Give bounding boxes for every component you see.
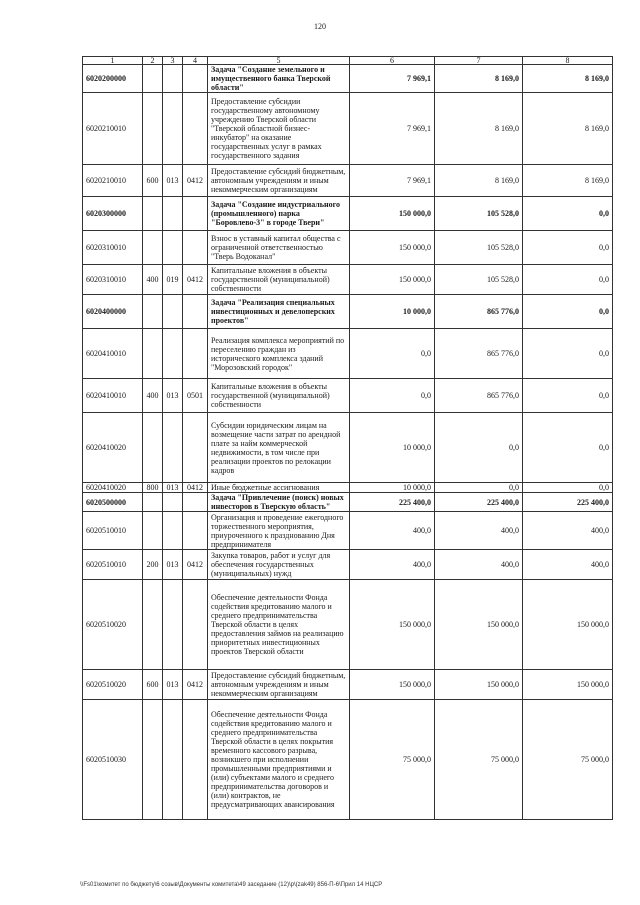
row-department: 013 (163, 165, 183, 197)
row-expense-type (143, 329, 163, 379)
row-expense-type (143, 413, 163, 483)
page-number: 120 (314, 22, 326, 31)
table-row (83, 483, 613, 493)
row-description: Обеспечение деятельности Фонда содействия кредитованию малого и среднего предпринимательства Тверской области в целях предоставления займов на реализацию приоритетных инвестиционных проектов Тверской области (208, 580, 350, 670)
row-expense-type: 800 (143, 483, 163, 493)
column-header: 5 (208, 57, 350, 65)
table-row (83, 512, 613, 550)
table-row (83, 670, 613, 700)
table-row (83, 265, 613, 295)
row-value-col7: 865 776,0 (435, 329, 523, 379)
row-code: 6020210010 (83, 93, 143, 165)
row-value-col8: 0,0 (523, 231, 613, 265)
row-value-col7: 225 400,0 (435, 493, 523, 512)
row-code: 6020310010 (83, 231, 143, 265)
row-value-col8: 0,0 (523, 265, 613, 295)
row-description: Предоставление субсидий бюджетным, автономным учреждениям и иным некоммерческим организациям (208, 670, 350, 700)
row-value-col7: 400,0 (435, 512, 523, 550)
row-expense-type (143, 512, 163, 550)
row-department (163, 580, 183, 670)
row-value-col6: 225 400,0 (350, 493, 435, 512)
row-description: Закупка товаров, работ и услуг для обеспечения государственных (муниципальных) нужд (208, 550, 350, 580)
row-value-col6: 10 000,0 (350, 413, 435, 483)
row-department (163, 197, 183, 231)
row-code: 6020410010 (83, 329, 143, 379)
row-value-col6: 150 000,0 (350, 265, 435, 295)
row-expense-type (143, 65, 163, 93)
row-section (183, 65, 208, 93)
row-description: Обеспечение деятельности Фонда содействия кредитованию малого и среднего предпринимательства Тверской области в целях покрытия временного кассового разрыва, возникшего при исполнении промышленными предприятиями и (или) субъектами малого и среднего предпринимательства договоров и (или) контрактов, не предусматривающих авансирования (208, 700, 350, 820)
row-section: 0412 (183, 670, 208, 700)
row-expense-type (143, 493, 163, 512)
row-expense-type: 600 (143, 165, 163, 197)
row-section: 0412 (183, 165, 208, 197)
row-section (183, 295, 208, 329)
row-value-col6: 150 000,0 (350, 670, 435, 700)
row-section (183, 413, 208, 483)
row-value-col7: 75 000,0 (435, 700, 523, 820)
row-code: 6020410020 (83, 413, 143, 483)
row-department (163, 413, 183, 483)
row-value-col6: 400,0 (350, 550, 435, 580)
row-code: 6020510030 (83, 700, 143, 820)
row-code: 6020310010 (83, 265, 143, 295)
table-row (83, 550, 613, 580)
row-section (183, 493, 208, 512)
row-department (163, 700, 183, 820)
row-description: Предоставление субсидии государственному автономному учреждению Тверской области "Тверской областной бизнес-инкубатор" на оказание государственных услуг в рамках государственного задания (208, 93, 350, 165)
row-code: 6020510010 (83, 550, 143, 580)
row-value-col8: 400,0 (523, 550, 613, 580)
row-value-col7: 8 169,0 (435, 93, 523, 165)
column-header: 8 (523, 57, 613, 65)
row-section: 0412 (183, 265, 208, 295)
table-row (83, 197, 613, 231)
row-expense-type (143, 295, 163, 329)
row-code: 6020510020 (83, 580, 143, 670)
row-value-col6: 7 969,1 (350, 93, 435, 165)
footer-file-path: \\Fs01\комитет по бюджету\6 созыв\Документы комитета\49 заседание (12)\p\(zаk49) 856-П-6\Прил 14 НЦСР (80, 882, 383, 888)
row-department (163, 65, 183, 93)
row-value-col8: 400,0 (523, 512, 613, 550)
row-code: 6020410010 (83, 379, 143, 413)
row-description: Задача "Реализация специальных инвестиционных и девелоперских проектов" (208, 295, 350, 329)
row-expense-type (143, 231, 163, 265)
row-section (183, 329, 208, 379)
row-code: 6020210010 (83, 165, 143, 197)
row-value-col6: 10 000,0 (350, 483, 435, 493)
table-row (83, 413, 613, 483)
row-description: Реализация комплекса мероприятий по переселению граждан из исторического комплекса зданий "Морозовский городок" (208, 329, 350, 379)
row-value-col8: 0,0 (523, 329, 613, 379)
row-value-col6: 7 969,1 (350, 65, 435, 93)
row-description: Капитальные вложения в объекты государственной (муниципальной) собственности (208, 265, 350, 295)
row-description: Задача "Привлечение (поиск) новых инвесторов в Тверскую область" (208, 493, 350, 512)
row-description: Иные бюджетные ассигнования (208, 483, 350, 493)
row-value-col7: 105 528,0 (435, 231, 523, 265)
row-value-col6: 10 000,0 (350, 295, 435, 329)
table-body (83, 57, 613, 820)
row-section: 0412 (183, 483, 208, 493)
row-value-col7: 150 000,0 (435, 670, 523, 700)
row-value-col6: 150 000,0 (350, 197, 435, 231)
row-expense-type: 400 (143, 379, 163, 413)
row-value-col6: 0,0 (350, 379, 435, 413)
row-value-col8: 150 000,0 (523, 670, 613, 700)
row-value-col7: 8 169,0 (435, 65, 523, 93)
row-value-col7: 865 776,0 (435, 295, 523, 329)
row-department: 013 (163, 550, 183, 580)
table-row (83, 93, 613, 165)
row-value-col8: 0,0 (523, 379, 613, 413)
row-value-col8: 0,0 (523, 295, 613, 329)
row-expense-type (143, 93, 163, 165)
row-code: 6020200000 (83, 65, 143, 93)
row-section (183, 700, 208, 820)
row-description: Задача "Создание индустриального (промышленного) парка "Боровлево-3" в городе Твери" (208, 197, 350, 231)
row-expense-type (143, 580, 163, 670)
row-section: 0501 (183, 379, 208, 413)
row-code: 6020500000 (83, 493, 143, 512)
column-header: 3 (163, 57, 183, 65)
column-header: 1 (83, 57, 143, 65)
column-header: 2 (143, 57, 163, 65)
row-code: 6020510020 (83, 670, 143, 700)
row-value-col6: 75 000,0 (350, 700, 435, 820)
row-value-col6: 150 000,0 (350, 580, 435, 670)
row-value-col7: 105 528,0 (435, 197, 523, 231)
column-header: 6 (350, 57, 435, 65)
row-department: 013 (163, 483, 183, 493)
row-value-col8: 0,0 (523, 483, 613, 493)
row-expense-type: 600 (143, 670, 163, 700)
row-expense-type (143, 700, 163, 820)
row-section: 0412 (183, 550, 208, 580)
row-expense-type: 200 (143, 550, 163, 580)
row-value-col7: 865 776,0 (435, 379, 523, 413)
row-department: 013 (163, 670, 183, 700)
column-header: 7 (435, 57, 523, 65)
table-row (83, 700, 613, 820)
row-department (163, 231, 183, 265)
row-code: 6020300000 (83, 197, 143, 231)
row-value-col7: 150 000,0 (435, 580, 523, 670)
row-value-col8: 75 000,0 (523, 700, 613, 820)
table-header-row (83, 57, 613, 65)
row-section (183, 197, 208, 231)
table-row (83, 493, 613, 512)
row-value-col8: 225 400,0 (523, 493, 613, 512)
row-code: 6020410020 (83, 483, 143, 493)
row-expense-type (143, 197, 163, 231)
row-value-col8: 8 169,0 (523, 65, 613, 93)
row-department (163, 295, 183, 329)
row-value-col7: 0,0 (435, 413, 523, 483)
table-row (83, 231, 613, 265)
row-value-col8: 150 000,0 (523, 580, 613, 670)
row-value-col8: 0,0 (523, 197, 613, 231)
table-row (83, 379, 613, 413)
table-row (83, 65, 613, 93)
table-row (83, 165, 613, 197)
row-value-col7: 105 528,0 (435, 265, 523, 295)
row-description: Задача "Создание земельного и имущественного банка Тверской области" (208, 65, 350, 93)
budget-table (82, 56, 613, 820)
row-description: Субсидии юридическим лицам на возмещение части затрат по арендной плате за найм коммерческой недвижимости, в том числе при реализации проектов по релокации кадров (208, 413, 350, 483)
row-description: Организация и проведение ежегодного торжественного мероприятия, приуроченного к празднованию Дня предпринимателя (208, 512, 350, 550)
row-department: 019 (163, 265, 183, 295)
row-value-col8: 8 169,0 (523, 93, 613, 165)
row-code: 6020400000 (83, 295, 143, 329)
row-expense-type: 400 (143, 265, 163, 295)
row-description: Взнос в уставный капитал общества с ограниченной ответственностью "Тверь Водоканал" (208, 231, 350, 265)
column-header: 4 (183, 57, 208, 65)
row-value-col7: 400,0 (435, 550, 523, 580)
row-value-col6: 7 969,1 (350, 165, 435, 197)
row-section (183, 580, 208, 670)
row-value-col6: 150 000,0 (350, 231, 435, 265)
row-value-col7: 8 169,0 (435, 165, 523, 197)
row-description: Капитальные вложения в объекты государственной (муниципальной) собственности (208, 379, 350, 413)
table-row (83, 580, 613, 670)
row-value-col6: 400,0 (350, 512, 435, 550)
table-row (83, 329, 613, 379)
row-code: 6020510010 (83, 512, 143, 550)
row-value-col8: 0,0 (523, 413, 613, 483)
row-value-col7: 0,0 (435, 483, 523, 493)
row-section (183, 93, 208, 165)
row-department (163, 512, 183, 550)
row-value-col8: 8 169,0 (523, 165, 613, 197)
row-department (163, 493, 183, 512)
row-description: Предоставление субсидий бюджетным, автономным учреждениям и иным некоммерческим организациям (208, 165, 350, 197)
row-department (163, 93, 183, 165)
table-row (83, 295, 613, 329)
row-department (163, 329, 183, 379)
row-section (183, 512, 208, 550)
row-section (183, 231, 208, 265)
row-department: 013 (163, 379, 183, 413)
row-value-col6: 0,0 (350, 329, 435, 379)
